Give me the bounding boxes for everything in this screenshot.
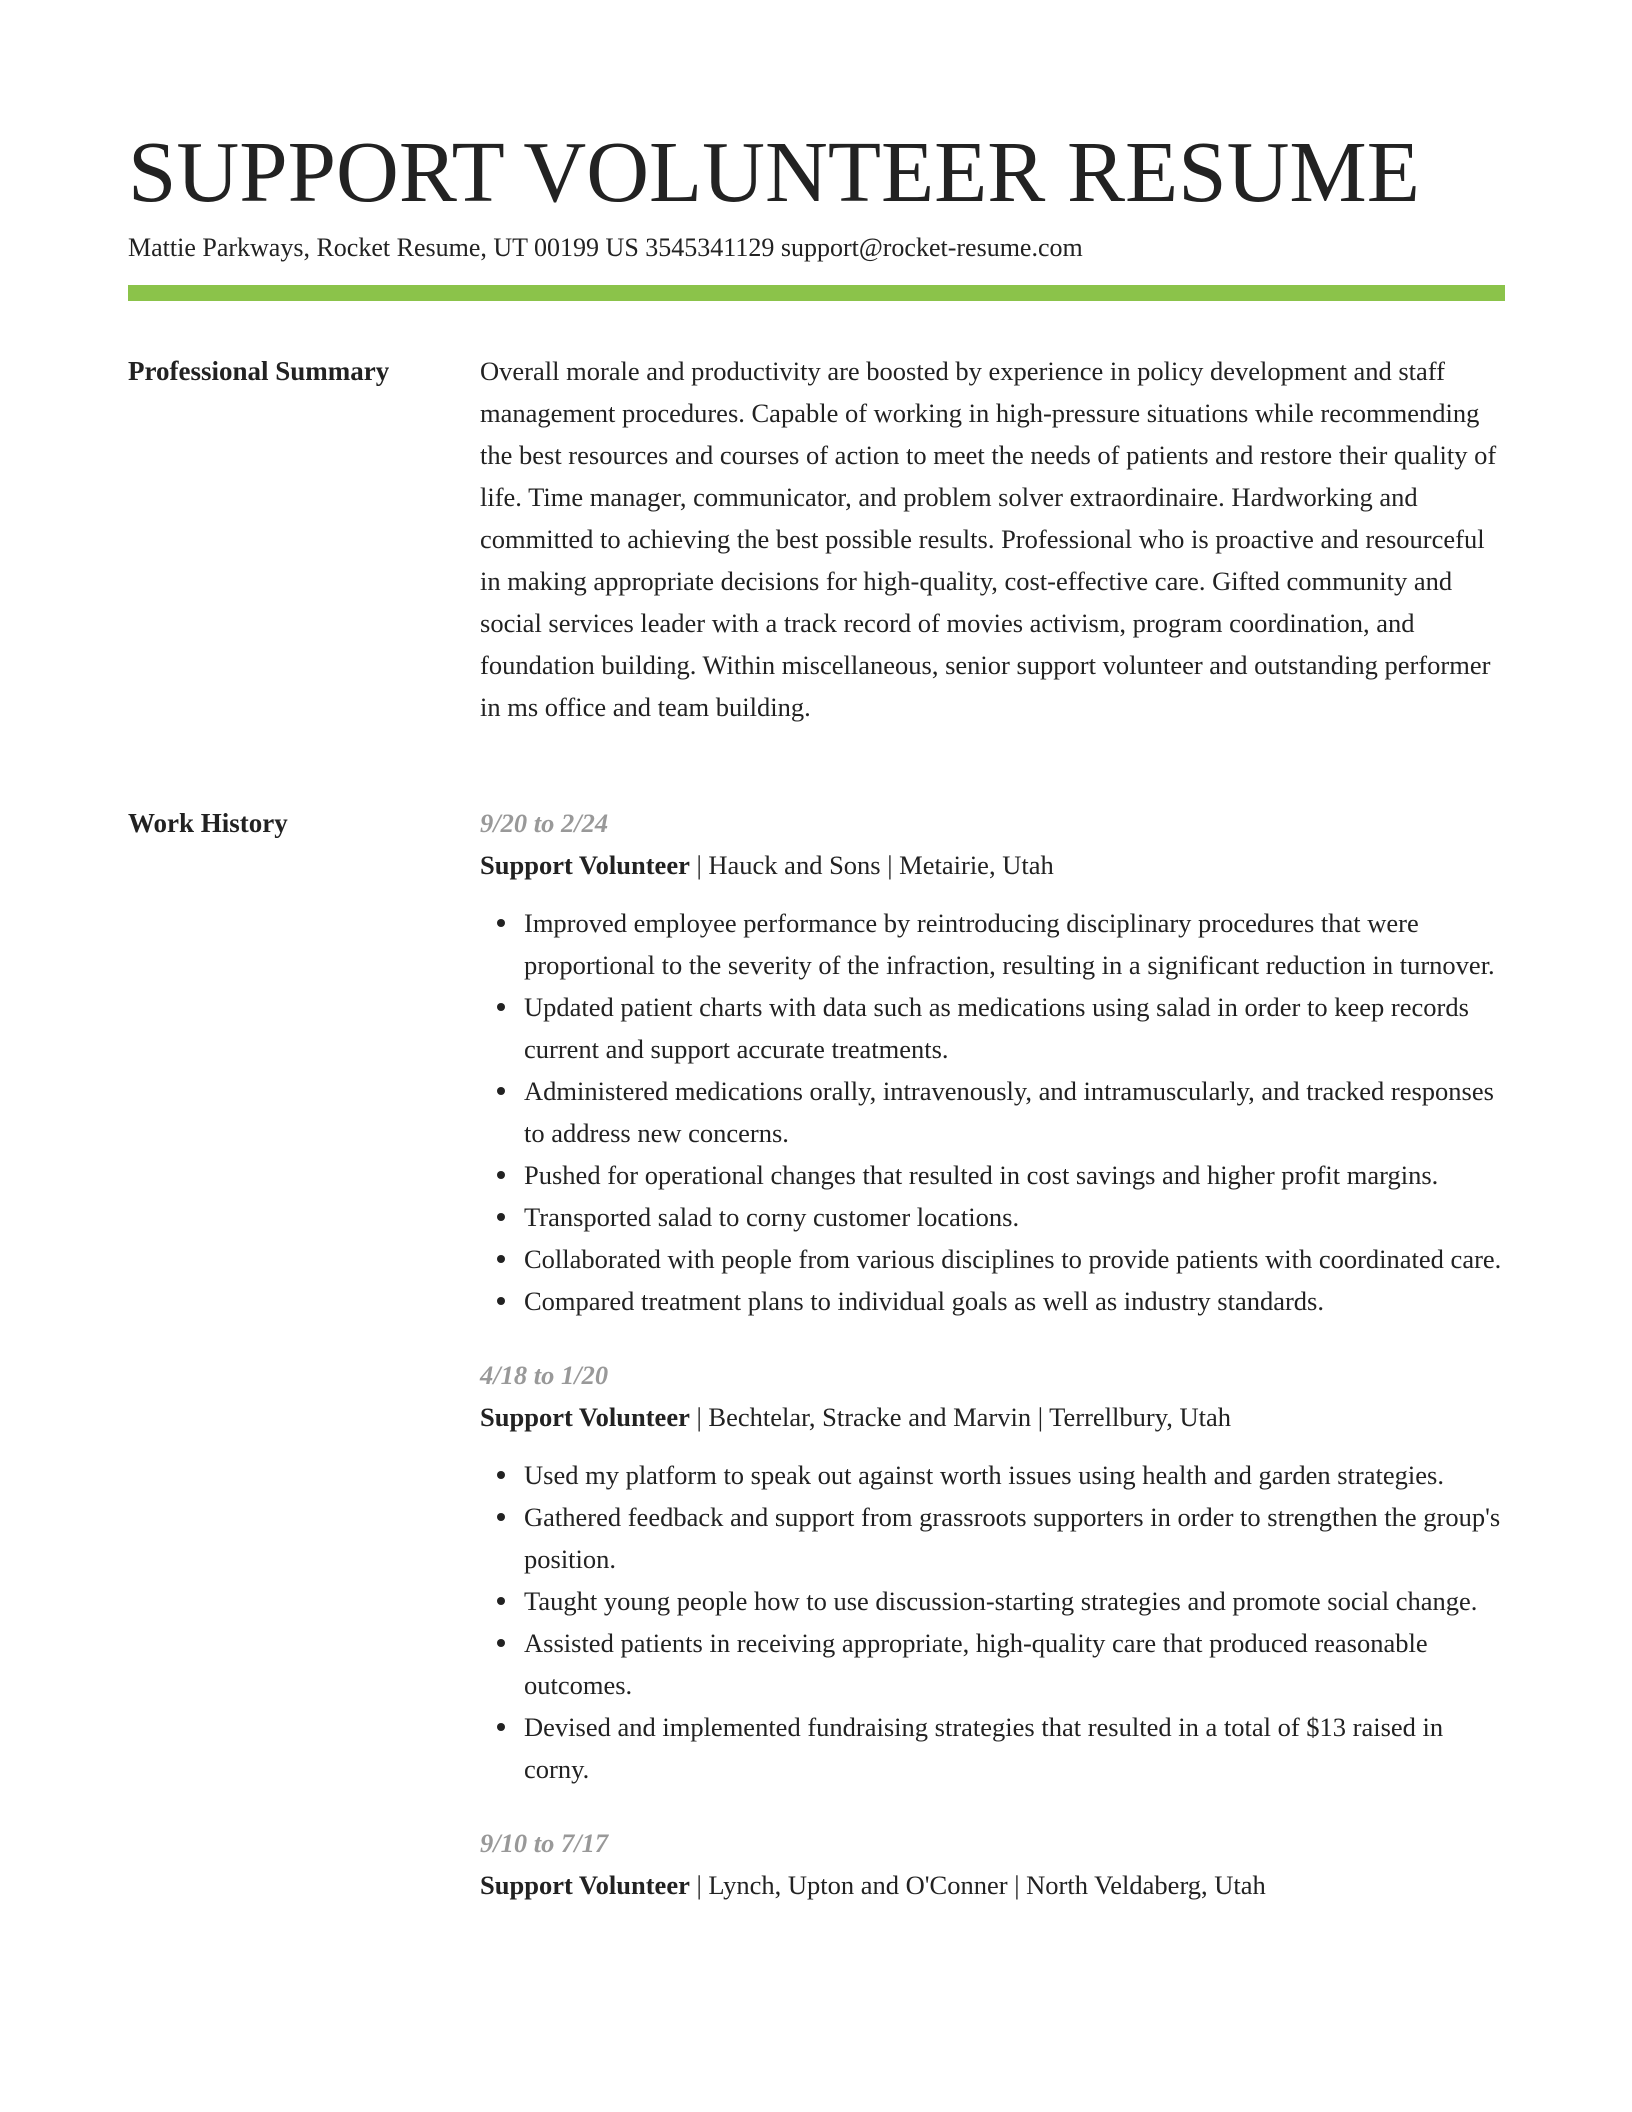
job-bullet-list (480, 902, 1505, 1322)
job-dates: 4/18 to 1/20 (480, 1360, 609, 1390)
job-details: | Hauck and Sons | Metairie, Utah (689, 850, 1054, 880)
resume-title: SUPPORT VOLUNTEER RESUME (128, 123, 1420, 220)
job-title: Support Volunteer (480, 1870, 690, 1900)
job-bullet: Administered medications orally, intravenously, and intramuscularly, and tracked responses to address new concerns. (524, 1070, 1505, 1154)
job-bullet: Taught young people how to use discussion-starting strategies and promote social change. (524, 1580, 1505, 1622)
job-bullet: Compared treatment plans to individual goals as well as industry standards. (524, 1280, 1505, 1322)
job-details: | Bechtelar, Stracke and Marvin | Terrellbury, Utah (689, 1402, 1232, 1432)
job-bullet-list (480, 1454, 1505, 1790)
contact-line: Mattie Parkways, Rocket Resume, UT 00199 US 3545341129 support@rocket-resume.com (128, 233, 1083, 262)
job-entry (480, 1354, 1505, 1790)
job-dates: 9/10 to 7/17 (480, 1828, 609, 1858)
job-title: Support Volunteer (480, 850, 690, 880)
job-bullet: Improved employee performance by reintroducing disciplinary procedures that were proportional to the severity of the infraction, resulting in a significant reduction in turnover. (524, 902, 1505, 986)
job-entry (480, 1822, 1505, 1906)
job-bullet: Collaborated with people from various disciplines to provide patients with coordinated care. (524, 1238, 1505, 1280)
summary-body (480, 350, 1505, 728)
work-history-body (480, 802, 1505, 1906)
summary-text: Overall morale and productivity are boosted by experience in policy development and staff management procedures. Capable of working in high-pressure situations while recommending the best resources and courses of action to meet the needs of patients and restore their quality of life. Time manager, communicator, and problem solver extraordinaire. Hardworking and committed to achieving the best possible results. Professional who is proactive and resourceful in making appropriate decisions for high-quality, cost-effective care. Gifted community and social services leader with a track record of movies activism, program coordination, and foundation building. Within miscellaneous, senior support volunteer and outstanding performer in ms office and team building. (480, 356, 1497, 722)
job-bullet: Devised and implemented fundraising strategies that resulted in a total of $13 raised in corny. (524, 1706, 1505, 1790)
job-title: Support Volunteer (480, 1402, 690, 1432)
job-entry (480, 802, 1505, 1322)
summary-label: Professional Summary (128, 356, 390, 386)
job-bullet: Transported salad to corny customer locations. (524, 1196, 1505, 1238)
job-bullet: Gathered feedback and support from grassroots supporters in order to strengthen the group's position. (524, 1496, 1505, 1580)
job-bullet: Assisted patients in receiving appropriate, high-quality care that produced reasonable outcomes. (524, 1622, 1505, 1706)
job-details: | Lynch, Upton and O'Conner | North Veldaberg, Utah (689, 1870, 1266, 1900)
job-bullet: Updated patient charts with data such as medications using salad in order to keep records current and support accurate treatments. (524, 986, 1505, 1070)
job-heading (480, 1396, 1505, 1438)
job-dates: 9/20 to 2/24 (480, 808, 609, 838)
job-bullet: Pushed for operational changes that resulted in cost savings and higher profit margins. (524, 1154, 1505, 1196)
job-heading (480, 1864, 1505, 1906)
job-heading (480, 844, 1505, 886)
job-bullet: Used my platform to speak out against worth issues using health and garden strategies. (524, 1454, 1505, 1496)
work-history-label: Work History (128, 808, 288, 838)
accent-divider (128, 285, 1505, 301)
